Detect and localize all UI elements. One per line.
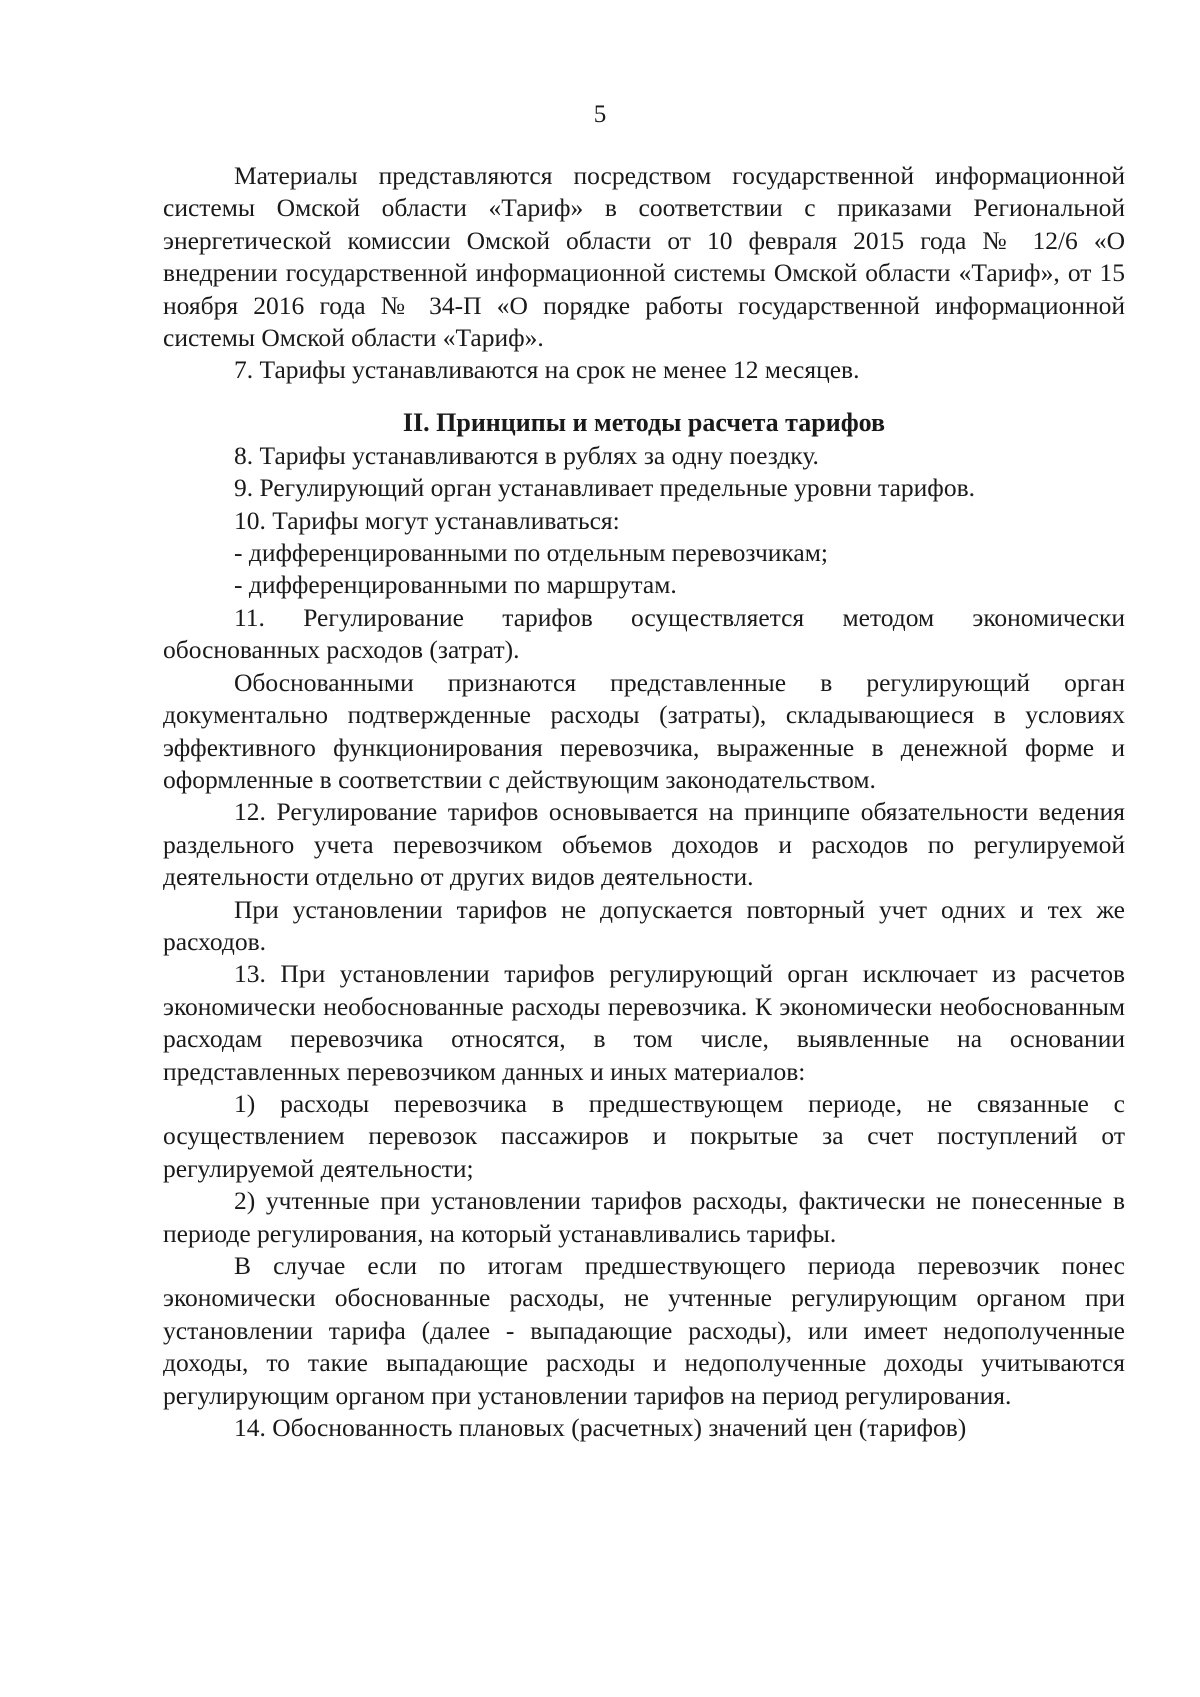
list-item-carriers: - дифференцированными по отдельным перевозчикам; <box>234 538 828 568</box>
paragraph-8: 8. Тарифы устанавливаются в рублях за одну поездку. <box>234 440 819 470</box>
list-item-2: 2) учтенные при установлении тарифов расходы, фактически не понесенные в периоде регулирования, на который устанавливались тарифы. <box>163 1186 1125 1248</box>
document-body <box>163 160 1125 1444</box>
paragraph-13: 13. При установлении тарифов регулирующий орган исключает из расчетов экономически необоснованные расходы перевозчика. К экономически необоснованным расходам перевозчика относятся, в том числе, выявленные на основании представленных перевозчиком данных и иных материалов: <box>163 959 1125 1086</box>
section-heading: II. Принципы и методы расчета тарифов <box>402 407 886 437</box>
page-number: 5 <box>593 101 607 128</box>
paragraph-10: 10. Тарифы могут устанавливаться: <box>234 505 620 535</box>
paragraph-justified-expenses: Обоснованными признаются представленные в регулирующий орган документально подтвержденные расходы (затраты), складывающиеся в условиях эффективного функционирования перевозчика, выраженные в денежной форме и оформленные в соответствии с действующим законодательством. <box>163 667 1125 794</box>
paragraph-lost-expenses: В случае если по итогам предшествующего периода перевозчик понес экономически обоснованные расходы, не учтенные регулирующим органом при установлении тарифа (далее - выпадающие расходы), или имеет недополученные доходы, то такие выпадающие расходы и недополученные доходы учитываются регулирующим органом при установлении тарифов на период регулирования. <box>163 1251 1125 1410</box>
paragraph-12: 12. Регулирование тарифов основывается на принципе обязательности ведения раздельного учета перевозчиком объемов доходов и расходов по регулируемой деятельности отдельно от других видов деятельности. <box>163 797 1125 892</box>
list-item-1: 1) расходы перевозчика в предшествующем периоде, не связанные с осуществлением перевозок пассажиров и покрытые за счет поступлений от регулируемой деятельности; <box>163 1088 1125 1183</box>
paragraph-9: 9. Регулирующий орган устанавливает предельные уровни тарифов. <box>234 473 975 503</box>
paragraph-14: 14. Обоснованность плановых (расчетных) значений цен (тарифов) <box>234 1413 967 1443</box>
paragraph-no-double-count: При установлении тарифов не допускается повторный учет одних и тех же расходов. <box>163 894 1125 956</box>
paragraph-7: 7. Тарифы устанавливаются на срок не менее 12 месяцев. <box>234 355 860 385</box>
paragraph-11: 11. Регулирование тарифов осуществляется методом экономически обоснованных расходов (затрат). <box>163 602 1125 665</box>
paragraph-materials: Материалы представляются посредством государственной информационной системы Омской области «Тариф» в соответствии с приказами Региональной энергетической комиссии Омской области от 10 февраля 2015 года № 12/6 «О внедрении государственной информационной системы Омской области «Тариф», от 15 ноября 2016 года № 34-П «О порядке работы государственной информационной системы Омской области «Тариф». <box>163 161 1125 353</box>
list-item-routes: - дифференцированными по маршрутам. <box>234 570 677 600</box>
